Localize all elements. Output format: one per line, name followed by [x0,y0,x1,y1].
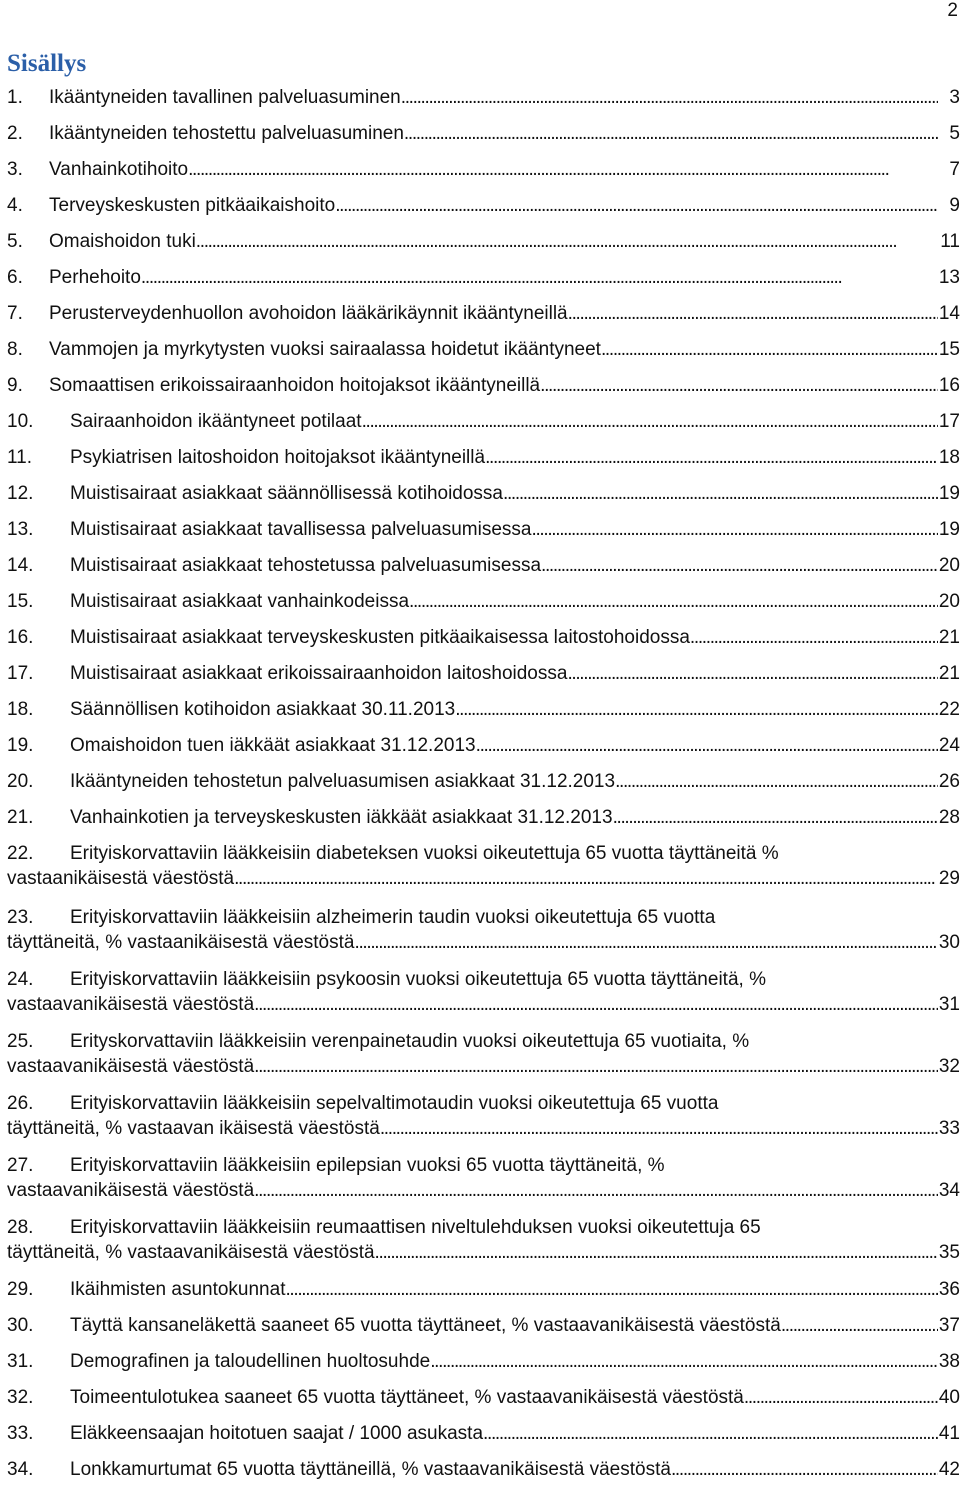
toc-entry-number: 16. [7,627,34,648]
toc-entry-number: 12. [7,483,34,504]
toc-entry-number: 22. [7,843,34,864]
toc-entry-page: 7 [949,159,960,180]
toc-entry-page: 20 [938,591,960,612]
toc-entry[interactable] [7,1380,960,1416]
toc-entry-page: 22 [938,699,960,720]
toc-entry-title: Vammojen ja myrkytysten vuoksi sairaalassa hoidetut ikääntyneet [49,339,601,360]
toc-dot-leader [196,229,938,254]
toc-entry-page: 18 [938,447,960,468]
toc-entry[interactable] [7,188,960,224]
toc-entry[interactable] [7,152,960,188]
toc-entry-title: Erityiskorvattaviin lääkkeisiin epilepsian vuoksi 65 vuotta täyttäneitä, % [70,1155,665,1176]
toc-entry-title: Perusterveydenhuollon avohoidon lääkärikäynnit ikääntyneillä [49,303,568,324]
toc-entry-number: 24. [7,969,34,990]
toc-entry-page: 41 [938,1423,960,1444]
toc-entry-page: 17 [938,411,960,432]
toc-entry[interactable] [7,332,960,368]
toc-entry-title: Muistisairaat asiakkaat terveyskeskusten pitkäaikaisessa laitostohoidossa [70,627,690,648]
toc-entry-number: 30. [7,1315,34,1336]
toc-dot-leader [234,866,938,891]
toc-entry-page: 13 [938,267,960,288]
toc-entry-number: 8. [7,339,23,360]
toc-entry-title: Ikäihmisten asuntokunnat [70,1279,286,1300]
toc-dot-leader [613,805,938,830]
toc-entry-number: 23. [7,907,34,928]
toc-entry-page: 21 [938,627,960,648]
toc-entry-page: 15 [938,339,960,360]
toc-entry[interactable] [7,1344,960,1380]
toc-dot-leader [188,157,938,182]
toc-dot-leader [531,517,938,542]
table-of-contents [7,80,960,1488]
toc-entry-title: Perhehoito [49,267,141,288]
toc-dot-leader [476,733,938,758]
toc-entry-title: Muistisairaat asiakkaat tehostetussa palveluasumisessa [70,555,542,576]
toc-entry[interactable] [7,1086,960,1148]
toc-entry[interactable] [7,404,960,440]
toc-entry-title: Ikääntyneiden tehostettu palveluasuminen [49,123,404,144]
toc-dot-leader [483,1421,938,1446]
toc-entry-page: 26 [938,771,960,792]
toc-entry-title: Omaishoidon tuki [49,231,196,252]
toc-entry[interactable] [7,512,960,548]
toc-entry-page: 32 [938,1056,960,1077]
toc-entry-number: 27. [7,1155,34,1176]
toc-title: Sisällys [7,50,87,77]
toc-entry-page: 37 [938,1315,960,1336]
toc-entry-page: 21 [938,663,960,684]
toc-entry[interactable] [7,548,960,584]
toc-entry-title: Erityiskorvattaviin lääkkeisiin reumaattisen niveltulehduksen vuoksi oikeutettuja 65 [70,1217,761,1238]
toc-entry-number: 20. [7,771,34,792]
toc-entry-title-continued: vastaanikäisestä väestöstä [7,868,235,889]
toc-entry-title: Erityiskorvattaviin lääkkeisiin diabeteksen vuoksi oikeutettuja 65 vuotta täyttäneitä % [70,843,779,864]
toc-dot-leader [455,697,938,722]
toc-entry-number: 5. [7,231,23,252]
toc-entry-number: 19. [7,735,34,756]
toc-entry[interactable] [7,440,960,476]
toc-entry[interactable] [7,1308,960,1344]
toc-entry-title: Erityskorvattaviin lääkkeisiin verenpainetaudin vuoksi oikeutettuja 65 vuotiaita, % [70,1031,750,1052]
toc-dot-leader [141,265,938,290]
toc-entry-number: 26. [7,1093,34,1114]
toc-entry-page: 30 [938,932,960,953]
toc-entry-page: 28 [938,807,960,828]
toc-entry-number: 17. [7,663,34,684]
toc-entry-number: 11. [7,447,33,468]
toc-entry-page: 38 [938,1351,960,1372]
toc-dot-leader [541,553,938,578]
toc-entry-page: 42 [938,1459,960,1480]
toc-entry[interactable] [7,962,960,1024]
toc-entry-number: 14. [7,555,34,576]
toc-dot-leader [568,301,938,326]
toc-dot-leader [567,661,938,686]
toc-entry[interactable] [7,836,960,900]
toc-entry[interactable] [7,476,960,512]
toc-dot-leader [615,769,938,794]
toc-entry[interactable] [7,1416,960,1452]
toc-entry-number: 7. [7,303,23,324]
toc-entry-number: 32. [7,1387,34,1408]
toc-entry-title-continued: vastaavanikäisestä väestöstä [7,1180,255,1201]
toc-dot-leader [285,1277,938,1302]
toc-entry-title: Erityiskorvattaviin lääkkeisiin alzheimerin taudin vuoksi oikeutettuja 65 vuotta [70,907,716,928]
toc-entry-number: 1. [7,87,23,108]
toc-entry-title-continued: täyttäneitä, % vastaavan ikäisestä väestöstä [7,1118,380,1139]
toc-entry-title: Muistisairaat asiakkaat säännöllisessä kotihoidossa [70,483,504,504]
toc-entry-page: 5 [949,123,960,144]
toc-entry-number: 25. [7,1031,34,1052]
toc-entry-number: 28. [7,1217,34,1238]
toc-entry-number: 13. [7,519,34,540]
toc-entry-title: Täyttä kansaneläkettä saaneet 65 vuotta täyttäneet, % vastaavanikäisestä väestöstä [70,1315,781,1336]
toc-entry[interactable] [7,728,960,764]
toc-entry-page: 24 [938,735,960,756]
toc-entry-page: 19 [938,483,960,504]
toc-entry[interactable] [7,1210,960,1272]
toc-entry[interactable] [7,800,960,836]
toc-entry[interactable] [7,764,960,800]
toc-entry-number: 9. [7,375,23,396]
toc-entry[interactable] [7,692,960,728]
toc-entry-title: Muistisairaat asiakkaat vanhainkodeissa [70,591,410,612]
toc-entry-page: 35 [938,1242,960,1263]
toc-dot-leader [254,1054,938,1079]
toc-entry-title: Erityiskorvattaviin lääkkeisiin sepelvaltimotaudin vuoksi oikeutettuja 65 vuotta [70,1093,719,1114]
toc-dot-leader [404,121,938,146]
toc-entry-page: 29 [938,868,960,889]
toc-entry-title-continued: täyttäneitä, % vastaavanikäisestä väestöstä [7,1242,375,1263]
toc-entry-page: 33 [938,1118,960,1139]
toc-entry-title-continued: vastaavanikäisestä väestöstä [7,994,255,1015]
toc-entry[interactable] [7,1024,960,1086]
toc-dot-leader [354,930,938,955]
toc-entry-number: 15. [7,591,34,612]
toc-entry[interactable] [7,620,960,656]
toc-entry[interactable] [7,296,960,332]
toc-entry-page: 31 [938,994,960,1015]
toc-entry[interactable] [7,1452,960,1488]
toc-entry-page: 3 [949,87,960,108]
toc-entry-title: Eläkkeensaajan hoitotuen saajat / 1000 asukasta [70,1423,484,1444]
toc-entry-page: 36 [938,1279,960,1300]
toc-dot-leader [375,1240,938,1265]
toc-entry-title: Somaattisen erikoissairaanhoidon hoitojaksot ikääntyneillä [49,375,541,396]
toc-entry-number: 18. [7,699,34,720]
toc-entry-title: Omaishoidon tuen iäkkäät asiakkaat 31.12.2013 [70,735,476,756]
toc-entry[interactable] [7,1148,960,1210]
page-number: 2 [947,0,958,21]
toc-entry-page: 16 [938,375,960,396]
toc-entry-title: Vanhainkotien ja terveyskeskusten iäkkäät asiakkaat 31.12.2013 [70,807,613,828]
toc-entry-title: Ikääntyneiden tavallinen palveluasuminen [49,87,401,108]
toc-entry-title: Demografinen ja taloudellinen huoltosuhde [70,1351,431,1372]
toc-dot-leader [503,481,938,506]
toc-entry-title: Muistisairaat asiakkaat erikoissairaanhoidon laitoshoidossa [70,663,568,684]
toc-entry[interactable] [7,116,960,152]
toc-entry[interactable] [7,80,960,116]
toc-dot-leader [744,1385,938,1410]
toc-entry-title: Erityiskorvattaviin lääkkeisiin psykoosin vuoksi oikeutettuja 65 vuotta täyttäneitä, % [70,969,766,990]
toc-dot-leader [380,1116,938,1141]
toc-entry-number: 33. [7,1423,34,1444]
toc-entry-title: Muistisairaat asiakkaat tavallisessa palveluasumisessa [70,519,532,540]
toc-entry[interactable] [7,368,960,404]
toc-entry-title: Ikääntyneiden tehostetun palveluasumisen asiakkaat 31.12.2013 [70,771,616,792]
toc-entry-number: 10. [7,411,34,432]
toc-dot-leader [335,193,938,218]
toc-entry-title: Toimeentulotukea saaneet 65 vuotta täyttäneet, % vastaavanikäisestä väestöstä [70,1387,744,1408]
toc-entry-title-continued: vastaavanikäisestä väestöstä [7,1056,255,1077]
toc-entry-page: 34 [938,1180,960,1201]
toc-dot-leader [690,625,938,650]
toc-entry-page: 11 [940,231,960,252]
toc-entry-page: 20 [938,555,960,576]
toc-entry[interactable] [7,1272,960,1308]
toc-entry-page: 9 [949,195,960,216]
toc-dot-leader [485,445,938,470]
toc-entry-title: Terveyskeskusten pitkäaikaishoito [49,195,336,216]
toc-entry[interactable] [7,584,960,620]
toc-entry-title: Lonkkamurtumat 65 vuotta täyttäneillä, % vastaavanikäisestä väestöstä [70,1459,671,1480]
toc-entry-number: 6. [7,267,23,288]
toc-entry-title: Sairaanhoidon ikääntyneet potilaat [70,411,362,432]
toc-entry-number: 34. [7,1459,34,1480]
toc-dot-leader [671,1457,938,1482]
toc-entry[interactable] [7,224,960,260]
toc-entry-title: Psykiatrisen laitoshoidon hoitojaksot ikääntyneillä [70,447,486,468]
toc-entry-title: Vanhainkotihoito [49,159,189,180]
toc-dot-leader [540,373,938,398]
toc-entry-page: 40 [938,1387,960,1408]
toc-dot-leader [409,589,938,614]
toc-entry-number: 29. [7,1279,34,1300]
toc-entry-number: 3. [7,159,23,180]
toc-entry-number: 2. [7,123,23,144]
toc-entry-number: 4. [7,195,23,216]
toc-entry-page: 19 [938,519,960,540]
toc-dot-leader [254,1178,938,1203]
toc-entry-title: Säännöllisen kotihoidon asiakkaat 30.11.2013 [70,699,456,720]
toc-dot-leader [254,992,938,1017]
toc-entry[interactable] [7,656,960,692]
toc-dot-leader [781,1313,938,1338]
toc-entry[interactable] [7,900,960,962]
toc-entry-number: 21. [7,807,34,828]
toc-dot-leader [601,337,938,362]
toc-entry[interactable] [7,260,960,296]
toc-dot-leader [362,409,938,434]
toc-entry-number: 31. [7,1351,34,1372]
toc-dot-leader [401,85,938,110]
toc-entry-title-continued: täyttäneitä, % vastaanikäisestä väestöstä [7,932,355,953]
toc-entry-page: 14 [938,303,960,324]
toc-dot-leader [430,1349,938,1374]
